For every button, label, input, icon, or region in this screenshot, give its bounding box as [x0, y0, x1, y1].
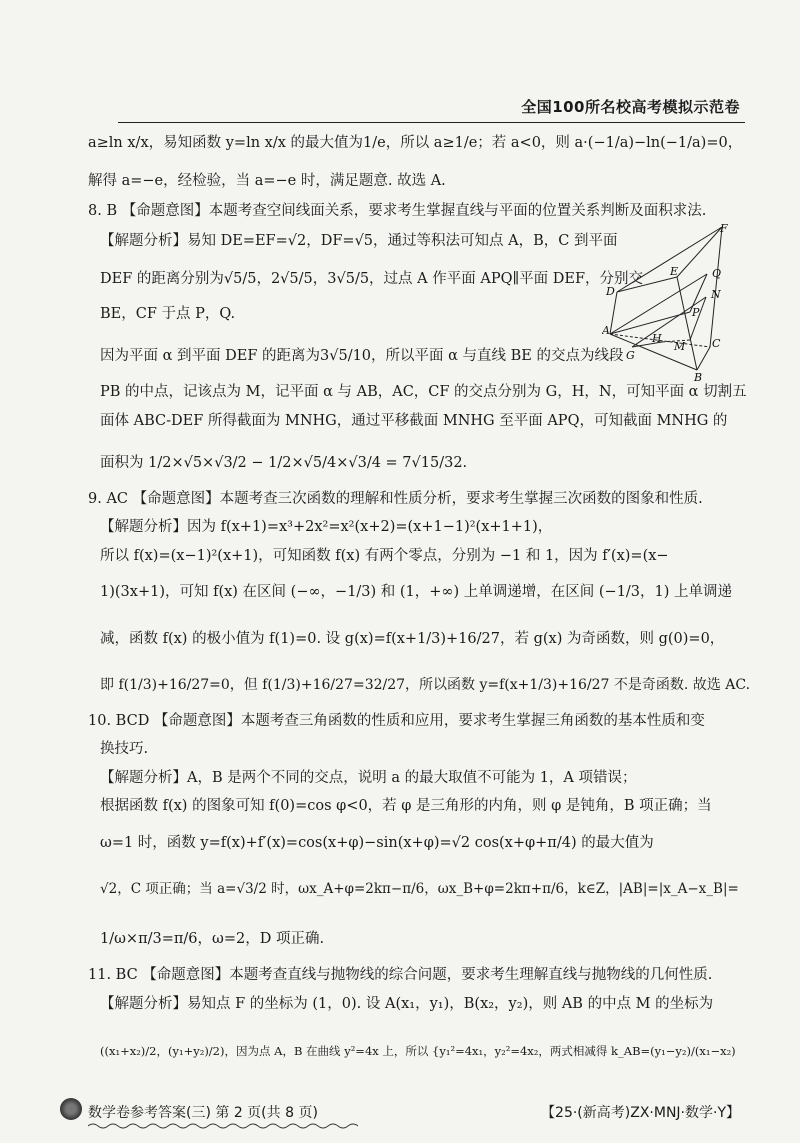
text-line: BE，CF 于点 P，Q.: [100, 306, 236, 322]
header-rule: [118, 122, 745, 123]
pentahedron-figure: [602, 222, 732, 382]
text-line: 【解题分析】易知点 F 的坐标为 (1，0). 设 A(x₁，y₁)，B(x₂，y₂)，则 AB 的中点 M 的坐标为: [100, 996, 714, 1012]
publisher-logo-icon: [60, 1098, 82, 1120]
text-line: 11. BC 【命题意图】本题考查直线与抛物线的综合问题，要求考生理解直线与抛物线的几何性质.: [88, 967, 713, 983]
figure-label: G: [626, 349, 635, 362]
text-line: 1)(3x+1)，可知 f(x) 在区间 (−∞，−1/3) 和 (1，+∞) 上单调递增，在区间 (−1/3，1) 上单调递: [100, 584, 733, 600]
figure-label: M: [674, 340, 686, 353]
footer-page-info: 数学卷参考答案(三) 第 2 页(共 8 页): [88, 1105, 318, 1121]
text-line: 因为平面 α 到平面 DEF 的距离为3√5/10，所以平面 α 与直线 BE 的交点为线段: [100, 348, 624, 364]
footer-wave-decoration: [88, 1122, 358, 1130]
text-line: 解得 a=−e，经检验，当 a=−e 时，满足题意. 故选 A.: [88, 173, 446, 189]
text-line: 即 f(1/3)+16/27=0，但 f(1/3)+16/27=32/27，所以函数 y=f(x+1/3)+16/27 不是奇函数. 故选 AC.: [100, 677, 751, 693]
figure-label: D: [606, 285, 615, 298]
page-header-title: 全国100所名校高考模拟示范卷: [521, 98, 740, 116]
figure-label: P: [692, 306, 700, 319]
text-line: 【解题分析】易知 DE=EF=√2，DF=√5，通过等积法可知点 A，B，C 到平面: [100, 233, 618, 249]
text-line: 所以 f(x)=(x−1)²(x+1)，可知函数 f(x) 有两个零点，分别为 −1 和 1，因为 f′(x)=(x−: [100, 548, 669, 564]
figure-label: E: [670, 265, 679, 278]
text-line: 减，函数 f(x) 的极小值为 f(1)=0. 设 g(x)=f(x+1/3)+16/27，若 g(x) 为奇函数，则 g(0)=0，: [100, 631, 725, 647]
footer-code: 【25·(新高考)ZX·MNJ·数学·Y】: [541, 1105, 740, 1121]
text-line: √2，C 项正确；当 a=√3/2 时，ωx_A+φ=2kπ−π/6，ωx_B+φ=2kπ+π/6，k∈Z，|AB|=|x_A−x_B|=: [100, 881, 739, 897]
text-line: 面体 ABC-DEF 所得截面为 MNHG，通过平移截面 MNHG 至平面 APQ，可知截面 MNHG 的: [100, 413, 728, 429]
text-line: ω=1 时，函数 y=f(x)+f′(x)=cos(x+φ)−sin(x+φ)=√2 cos(x+φ+π/4) 的最大值为: [100, 835, 654, 851]
figure-label: Q: [712, 267, 722, 280]
text-line: a≥ln x/x，易知函数 y=ln x/x 的最大值为1/e，所以 a≥1/e；若 a<0，则 a·(−1/a)−ln(−1/a)=0，: [88, 135, 743, 151]
text-line: 8. B 【命题意图】本题考查空间线面关系，要求考生掌握直线与平面的位置关系判断及面积求法.: [88, 203, 707, 219]
text-line: ((x₁+x₂)/2，(y₁+y₂)/2)，因为点 A，B 在曲线 y²=4x 上，所以 {y₁²=4x₁，y₂²=4x₂，两式相减得 k_AB=(y₁−y₂)/(x₁−x₂): [100, 1044, 736, 1058]
figure-label: A: [602, 324, 610, 337]
text-line: 【解题分析】A，B 是两个不同的交点，说明 a 的最大取值不可能为 1，A 项错误；: [100, 770, 637, 786]
text-line: 【解题分析】因为 f(x+1)=x³+2x²=x²(x+2)=(x+1−1)²(x+1+1)，: [100, 519, 553, 535]
text-line: 10. BCD 【命题意图】本题考查三角函数的性质和应用，要求考生掌握三角函数的基本性质和变: [88, 713, 705, 729]
figure-label: C: [712, 337, 721, 350]
text-line: DEF 的距离分别为√5/5，2√5/5，3√5/5，过点 A 作平面 APQ∥平面 DEF，分别交: [100, 271, 644, 287]
figure-label: F: [720, 222, 728, 235]
text-line: 换技巧.: [100, 741, 149, 757]
text-line: 9. AC 【命题意图】本题考查三次函数的理解和性质分析，要求考生掌握三次函数的图象和性质.: [88, 491, 703, 507]
figure-label: H: [652, 332, 662, 345]
text-line: 1/ω×π/3=π/6，ω=2，D 项正确.: [100, 931, 325, 947]
text-line: 根据函数 f(x) 的图象可知 f(0)=cos φ<0，若 φ 是三角形的内角，则 φ 是钝角，B 项正确；当: [100, 798, 712, 814]
figure-label: B: [694, 371, 703, 382]
text-line: 面积为 1/2×√5×√3/2 − 1/2×√5/4×√3/4 = 7√15/32.: [100, 455, 468, 471]
figure-label: N: [711, 288, 721, 301]
text-line: PB 的中点，记该点为 M，记平面 α 与 AB，AC，CF 的交点分别为 G，H，N，可知平面 α 切割五: [100, 384, 747, 400]
